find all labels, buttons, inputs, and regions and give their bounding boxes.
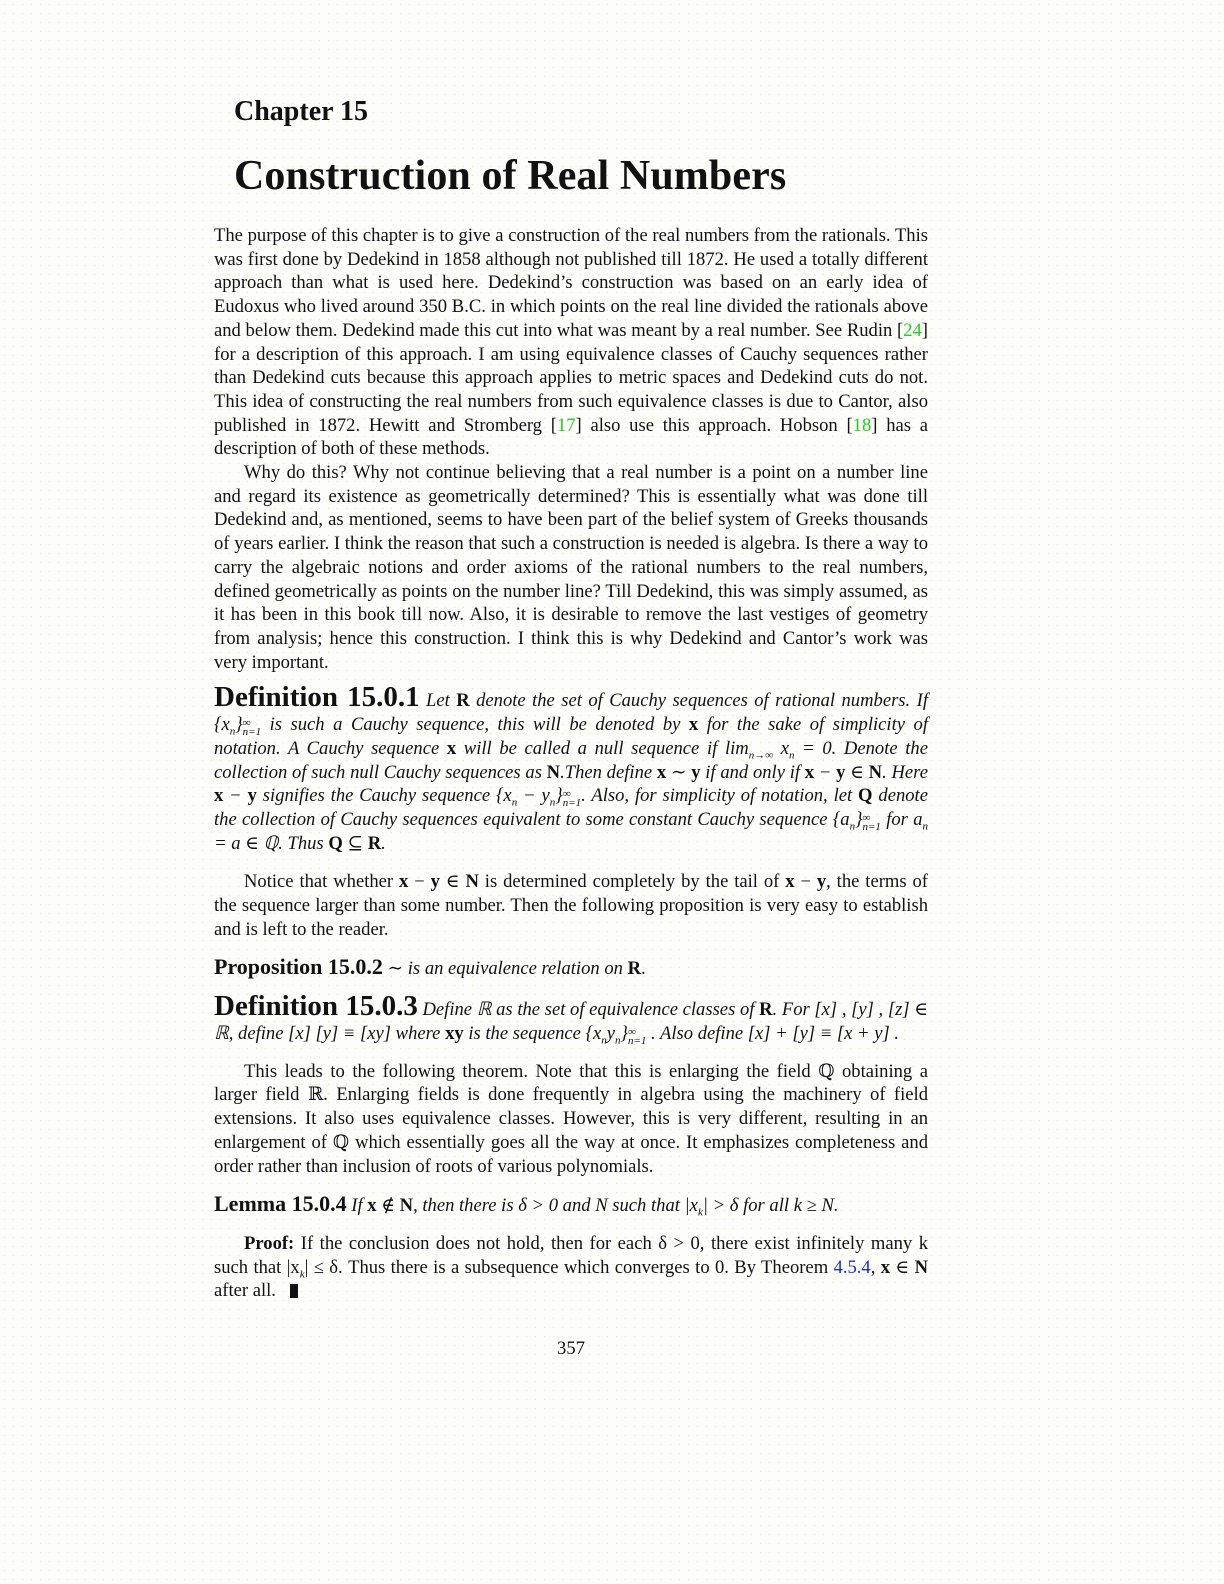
intro-paragraph-2: Why do this? Why not continue believing that a real number is a point on a number line and regard its existence as geometrically determined? This is essentially what was done till Dedekind and, as mentioned, seems to have been part of the belief system of Greeks thousands of years earlier. I think the reason that such a construction is needed is algebra. Is there a way to carry the algebraic notions and order axioms of the rational numbers to the real numbers, defined geometrically as points on the number line? Till Dedekind, this was simply assumed, as it has been in this book till now. Also, it is desirable to remove the last vestiges of geometry from analysis; hence this construction. I think this is why Dedekind and Cantor’s work was very important. [214,462,928,673]
citation-link-18[interactable]: 18 [852,414,872,436]
intro-paragraph-1: The purpose of this chapter is to give a construction of the real numbers from the rationals. This was first done by Dedekind in 1858 although not published till 1872. He used a totally different approach than what is used here. Dedekind’s construction was based on an early idea of Eudoxus who lived around 350 B.C. in which points on the real line divided the rationals above and below them. Dedekind made this cut into what was meant by a real number. See Rudin [24] for a description of this approach. I am using equivalence classes of Cauchy sequences rather than Dedekind cuts because this approach applies to metric spaces and Dedekind cuts do not. This idea of constructing the real numbers from such equivalence classes is due to Cantor, also published in 1872. Hewitt and Stromberg [17] also use this approach. Hobson [18] has a description of both of these methods. [214,225,929,460]
definition-15-0-1: Definition 15.0.1 Let R denote the set of Cauchy sequences of rational numbers. If $\{x_n\}\infty$ n=1 is such a Cauchy sequence, this will be denoted by x for the sake of simplicity of notation. A Cauchy sequence x will be called a null sequence if $\lim_{n\to\infty} x_n = 0$. Denote the collection of such null Cauchy sequences as N.Then define x ∼ y if and only if x − y ∈ N. Here x − y signifies the Cauchy sequence $\{x_n - y_n\}\infty$ n=1. Also, for simplicity of notation, let Q denote the collection of Cauchy sequences equivalent to some constant Cauchy sequence $\{a_n\}\infty$ n=1 for $a_n = a$ ∈ ℚ. Thus Q ⊆ R. [214,681,928,855]
citation-link-24[interactable]: 24 [903,319,922,341]
body-text [214,224,928,1303]
notice-paragraph: Notice that whether x − y ∈ N is determined completely by the tail of x − y, the terms of the sequence larger than some number. Then the following proposition is very easy to establish and is left to the reader. [214,871,928,940]
definition-heading: Definition 15.0.3 [214,989,418,1022]
lemma-15-0-4: Lemma 15.0.4 If x ∉ N, then there is δ > 0 and N such that $|x_k| > \delta$ for all k ≥ N. [214,1191,839,1219]
leads-paragraph: This leads to the following theorem. Note that this is enlarging the field ℚ obtaining a larger field ℝ. Enlarging fields is done frequently in algebra using the machinery of field extensions. It also uses equivalence classes. However, this is very different, resulting in an enlargement of ℚ which essentially goes all the way at once. It emphasizes completeness and order rather than inclusion of roots of various polynomials. [214,1060,928,1177]
proof-paragraph: Proof: If the conclusion does not hold, then for each δ > 0, there exist infinitely many k such that $|x_k| \le \delta$. Thus there is a subsequence which converges to 0. By Theorem 4.5.4, x ∈ N after all. [214,1232,928,1302]
proposition-heading: Proposition 15.0.2 [214,954,383,980]
chapter-label: Chapter 15 [234,96,369,127]
proof-label: Proof: [244,1232,295,1254]
proposition-15-0-2: Proposition 15.0.2 ∼ is an equivalence relation on R. [214,954,646,980]
theorem-reference-link[interactable]: 4.5.4 [833,1256,871,1278]
definition-heading: Definition 15.0.1 [214,681,420,714]
citation-link-17[interactable]: 17 [556,414,576,436]
definition-15-0-3: Definition 15.0.3 Define ℝ as the set of equivalence classes of R. For [x] , [y] , [z] ∈ ℝ, define [x] [y] ≡ [xy] where xy is the sequence $\{x_ny_n\}\infty$ n=1 . Also define [x] + [y] ≡ [x + y] . [214,989,928,1047]
chapter-title: Construction of Real Numbers [234,153,787,199]
qed-square-icon [290,1284,298,1298]
page-number: 357 [557,1338,585,1359]
lemma-heading: Lemma 15.0.4 [214,1191,347,1217]
